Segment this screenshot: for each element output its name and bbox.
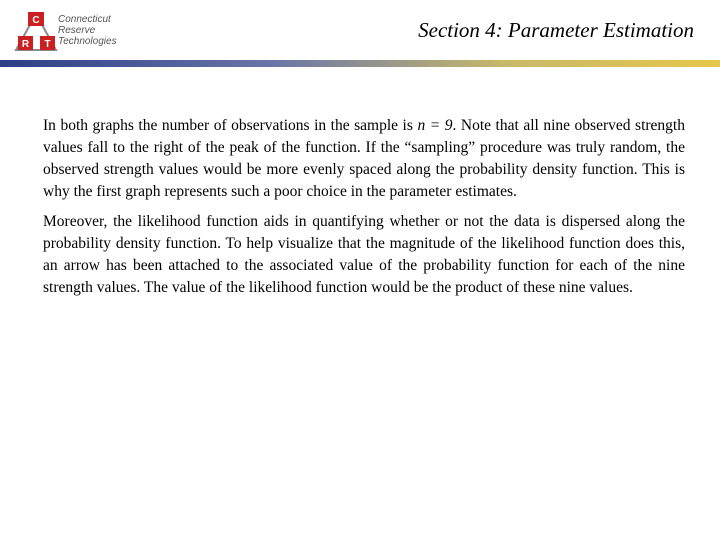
paragraph-observations: [43, 115, 685, 203]
logo-wordmark: [58, 14, 128, 47]
slide-body: [43, 115, 685, 307]
paragraph-observations-lead: In both graphs the number of observations in the sample is: [43, 117, 418, 134]
logo-word-connecticut: Connecticut: [58, 14, 111, 25]
logo-word-reserve: Reserve: [58, 25, 96, 36]
logo-letter-c: C: [32, 15, 40, 26]
logo-letter-r: R: [21, 39, 30, 50]
slide-title: Section 4: Parameter Estimation: [418, 18, 694, 42]
logo-word-technologies: Technologies: [58, 36, 117, 47]
paragraph-observations-rest: . Note that all nine observed strength values fall to the right of the peak of the function. If the “sampling” procedure was truly random, the observed strength values would be more evenly spaced along the probability density function. This is why the first graph represents such a poor choice in the parameter estimates.: [43, 117, 685, 200]
paragraph-likelihood: Moreover, the likelihood function aids in quantifying whether or not the data is dispersed along the probability density function. To help visualize that the magnitude of the likelihood function does this, an arrow has been attached to the associated value of the probability function for each of the nine strength values. The value of the likelihood function would be the product of these nine values.: [43, 213, 685, 296]
logo-letter-t: T: [44, 39, 51, 50]
sample-size-expression: n = 9: [417, 117, 453, 134]
header-rule: [0, 60, 720, 67]
